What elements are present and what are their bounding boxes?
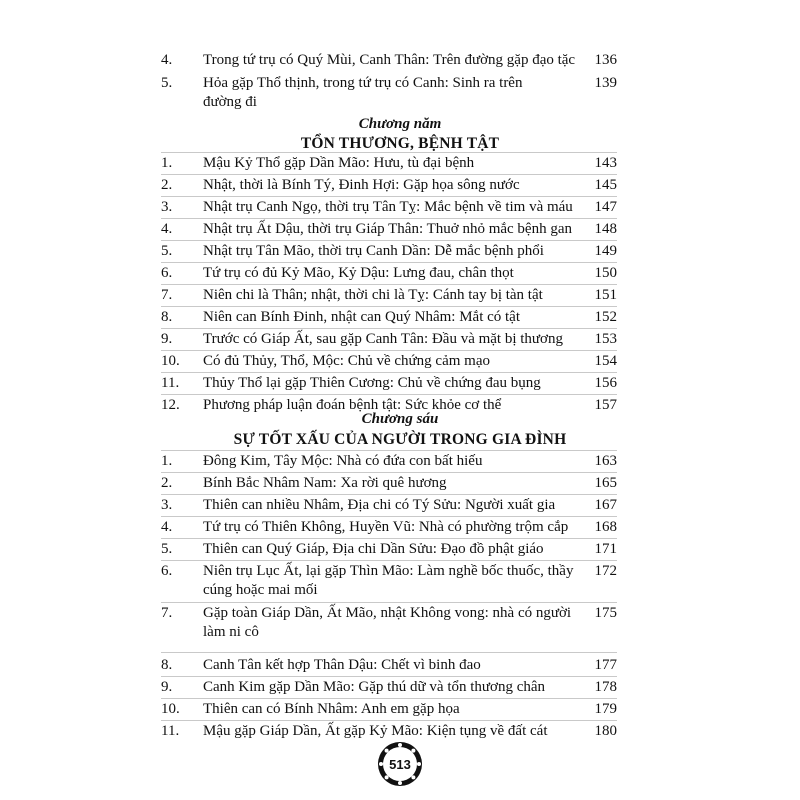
divider: [161, 450, 617, 451]
entry-page: 168: [594, 519, 617, 535]
divider: [161, 698, 617, 699]
entry-page: 178: [594, 679, 617, 695]
entry-page: 179: [594, 701, 617, 717]
entry-number: 4.: [161, 519, 173, 535]
entry-page: 150: [594, 265, 617, 281]
divider: [161, 196, 617, 197]
entry-number: 8.: [161, 657, 173, 673]
entry-number: 4.: [161, 221, 173, 237]
entry-page: 139: [594, 75, 617, 91]
divider: [161, 152, 617, 153]
page-number: 513: [389, 757, 411, 772]
entry-text: Gặp toàn Giáp Dần, Ất Mão, nhật Không vong: nhà có người làm ni cô: [203, 605, 572, 640]
divider: [161, 262, 617, 263]
entry-page: 165: [594, 475, 617, 491]
entry-text: Hỏa gặp Thổ thịnh, trong tứ trụ có Canh: Sinh ra trên đường đi: [203, 75, 523, 110]
entry-page: 156: [594, 375, 617, 391]
entry-text: Tứ trụ có Thiên Không, Huyền Vũ: Nhà có phường trộm cắp: [203, 519, 569, 535]
entry-text: Thiên can nhiều Nhâm, Địa chi có Tý Sửu: Người xuất gia: [203, 497, 556, 513]
entry-number: 3.: [161, 199, 173, 215]
entry-text: Mậu gặp Giáp Dần, Ất gặp Kỷ Mão: Kiện tụng về đất cát: [203, 723, 548, 739]
entry-text: Phương pháp luận đoán bệnh tật: Sức khỏe cơ thể: [203, 397, 502, 413]
entry-text: Canh Tân kết hợp Thân Dậu: Chết vì binh đao: [203, 657, 481, 673]
entry-page: 148: [594, 221, 617, 237]
entry-text: Bính Bắc Nhâm Nam: Xa rời quê hương: [203, 475, 447, 491]
entry-number: 11.: [161, 375, 180, 391]
entry-page: 145: [594, 177, 617, 193]
entry-page: 136: [594, 52, 617, 68]
entry-number: 7.: [161, 605, 173, 621]
entry-number: 6.: [161, 563, 173, 579]
divider: [161, 372, 617, 373]
entry-text: Thủy Thổ lại gặp Thiên Cương: Chủ về chứng đau bụng: [203, 375, 541, 391]
page-number-badge: [377, 741, 423, 787]
entry-text: Niên chi là Thân; nhật, thời chi là Tỵ: Cánh tay bị tàn tật: [203, 287, 543, 303]
entry-page: 153: [594, 331, 617, 347]
entry-number: 3.: [161, 497, 173, 513]
divider: [161, 284, 617, 285]
entry-number: 7.: [161, 287, 173, 303]
entry-number: 10.: [161, 701, 180, 717]
entry-text: Có đủ Thủy, Thổ, Mộc: Chủ về chứng cảm mạo: [203, 353, 490, 369]
entry-text: Nhật trụ Tân Mão, thời trụ Canh Dần: Dễ mắc bệnh phổi: [203, 243, 544, 259]
entry-text: Trước có Giáp Ất, sau gặp Canh Tân: Đầu và mặt bị thương: [203, 331, 563, 347]
entry-number: 2.: [161, 475, 173, 491]
entry-text: Mậu Kỷ Thổ gặp Dần Mão: Hưu, tù đại bệnh: [203, 155, 475, 171]
divider: [161, 516, 617, 517]
divider: [161, 350, 617, 351]
divider: [161, 720, 617, 721]
entry-text: Nhật trụ Canh Ngọ, thời trụ Tân Tỵ: Mắc bệnh về tim và máu: [203, 199, 573, 215]
entry-number: 12.: [161, 397, 180, 413]
entry-text: Thiên can Quý Giáp, Địa chi Dần Sửu: Đạo đồ phật giáo: [203, 541, 544, 557]
entry-page: 175: [594, 605, 617, 621]
entry-page: 143: [594, 155, 617, 171]
entry-text: Nhật, thời là Bính Tý, Đinh Hợi: Gặp họa sông nước: [203, 177, 520, 193]
chapter-title: TỔN THƯƠNG, BỆNH TẬT: [300, 135, 500, 152]
divider: [161, 652, 617, 653]
divider: [161, 602, 617, 603]
entry-number: 6.: [161, 265, 173, 281]
entry-number: 10.: [161, 353, 180, 369]
entry-number: 4.: [161, 52, 173, 68]
entry-page: 157: [594, 397, 617, 413]
divider: [161, 494, 617, 495]
entry-page: 154: [594, 353, 617, 369]
entry-page: 180: [594, 723, 617, 739]
entry-page: 163: [594, 453, 617, 469]
entry-number: 9.: [161, 679, 173, 695]
entry-text: Trong tứ trụ có Quý Mùi, Canh Thân: Trên đường gặp đạo tặc: [203, 52, 576, 68]
entry-number: 1.: [161, 453, 173, 469]
divider: [161, 240, 617, 241]
entry-text: Đông Kim, Tây Mộc: Nhà có đứa con bất hiếu: [203, 453, 483, 469]
entry-text: Thiên can có Bính Nhâm: Anh em gặp họa: [203, 701, 460, 717]
divider: [161, 306, 617, 307]
entry-text: Nhật trụ Ất Dậu, thời trụ Giáp Thân: Thuở nhỏ mắc bệnh gan: [203, 221, 572, 237]
entry-page: 171: [594, 541, 617, 557]
divider: [161, 328, 617, 329]
divider: [161, 174, 617, 175]
entry-page: 151: [594, 287, 617, 303]
entry-text: Niên trụ Lục Ất, lại gặp Thìn Mão: Làm nghề bốc thuốc, thầy cúng hoặc mai mối: [203, 563, 574, 598]
entry-number: 1.: [161, 155, 173, 171]
chapter-label: Chương sáu: [361, 411, 439, 427]
entry-number: 5.: [161, 75, 173, 91]
divider: [161, 218, 617, 219]
entry-text: Canh Kim gặp Dần Mão: Gặp thú dữ và tổn thương chân: [203, 679, 546, 695]
entry-number: 11.: [161, 723, 180, 739]
entry-number: 5.: [161, 243, 173, 259]
entry-number: 8.: [161, 309, 173, 325]
entry-number: 9.: [161, 331, 173, 347]
divider: [161, 560, 617, 561]
entry-page: 172: [594, 563, 617, 579]
divider: [161, 394, 617, 395]
entry-page: 152: [594, 309, 617, 325]
chapter-title: SỰ TỐT XẤU CỦA NGƯỜI TRONG GIA ĐÌNH: [233, 431, 567, 448]
divider: [161, 538, 617, 539]
entry-page: 147: [594, 199, 617, 215]
entry-number: 2.: [161, 177, 173, 193]
entry-page: 177: [594, 657, 617, 673]
entry-page: 149: [594, 243, 617, 259]
entry-number: 5.: [161, 541, 173, 557]
divider: [161, 472, 617, 473]
entry-text: Niên can Bính Đinh, nhật can Quý Nhâm: Mắt có tật: [203, 309, 521, 325]
chapter-label: Chương năm: [358, 116, 442, 132]
divider: [161, 676, 617, 677]
entry-page: 167: [594, 497, 617, 513]
entry-text: Tứ trụ có đủ Kỷ Mão, Kỷ Dậu: Lưng đau, chân thọt: [203, 265, 514, 281]
